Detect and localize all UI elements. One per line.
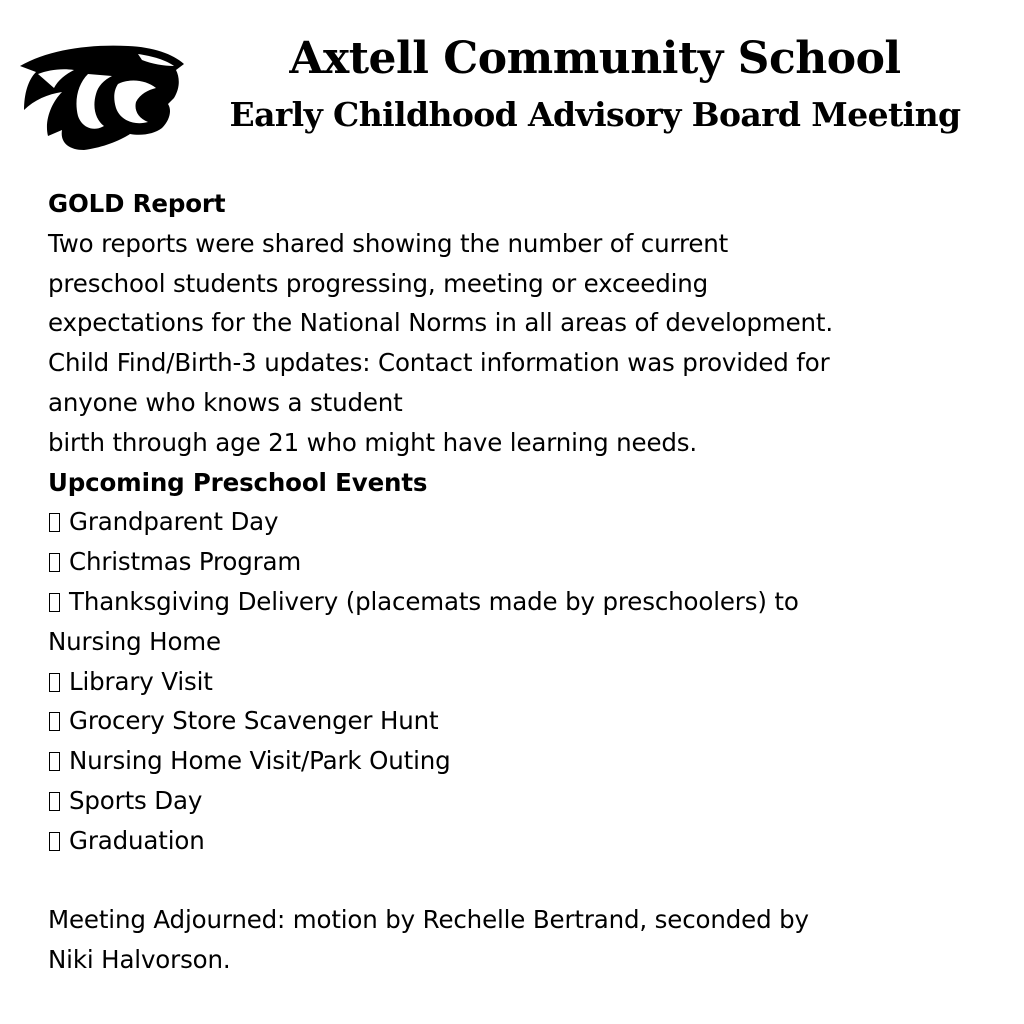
event-item-label: Nursing Home Visit/Park Outing — [69, 746, 451, 776]
gold-report-line: birth through age 21 who might have learning needs. — [48, 427, 698, 457]
event-item-label: Grandparent Day — [69, 507, 279, 537]
event-item — [48, 821, 998, 861]
gold-report-line: expectations for the National Norms in all areas of development. — [48, 308, 833, 338]
event-item — [48, 542, 998, 582]
school-name: Axtell Community School — [289, 33, 901, 84]
event-item-label: Graduation — [69, 825, 205, 855]
adjourned-line: Meeting Adjourned: motion by Rechelle Bertrand, seconded by — [48, 905, 809, 935]
adjourned-line: Niki Halvorson. — [48, 945, 231, 975]
event-item — [48, 662, 998, 702]
event-item-label: Grocery Store Scavenger Hunt — [69, 706, 439, 736]
gold-report-line: Two reports were shared showing the number of current — [48, 228, 729, 258]
events-heading: Upcoming Preschool Events — [48, 467, 428, 497]
gold-report-line: anyone who knows a student — [48, 387, 403, 417]
gold-report-line: preschool students progressing, meeting or exceeding — [48, 268, 709, 298]
meeting-title: Early Childhood Advisory Board Meeting — [229, 95, 961, 134]
bullet-box-icon — [49, 832, 60, 851]
event-item — [48, 502, 998, 542]
event-item-label: Library Visit — [69, 666, 213, 696]
bullet-box-icon — [49, 553, 60, 572]
bullet-box-icon — [49, 792, 60, 811]
event-item-label: Sports Day — [69, 785, 203, 815]
gold-report-heading: GOLD Report — [48, 189, 226, 218]
bullet-box-icon — [49, 593, 60, 612]
event-item-label: Thanksgiving Delivery (placemats made by preschoolers) to — [69, 586, 799, 616]
bullet-box-icon — [49, 513, 60, 532]
event-item — [48, 781, 998, 821]
bullet-box-icon — [49, 752, 60, 771]
gold-report-line: Child Find/Birth-3 updates: Contact information was provided for — [48, 348, 830, 378]
event-item-continuation: Nursing Home — [48, 626, 221, 656]
bullet-box-icon — [49, 712, 60, 731]
event-item-label: Christmas Program — [69, 547, 302, 577]
event-item — [48, 582, 998, 622]
event-item — [48, 701, 998, 741]
spacer — [48, 861, 998, 901]
event-item — [48, 741, 998, 781]
document-body — [48, 184, 998, 980]
document-header — [190, 28, 1000, 140]
bullet-box-icon — [49, 673, 60, 692]
wildcat-logo-icon — [18, 44, 188, 152]
